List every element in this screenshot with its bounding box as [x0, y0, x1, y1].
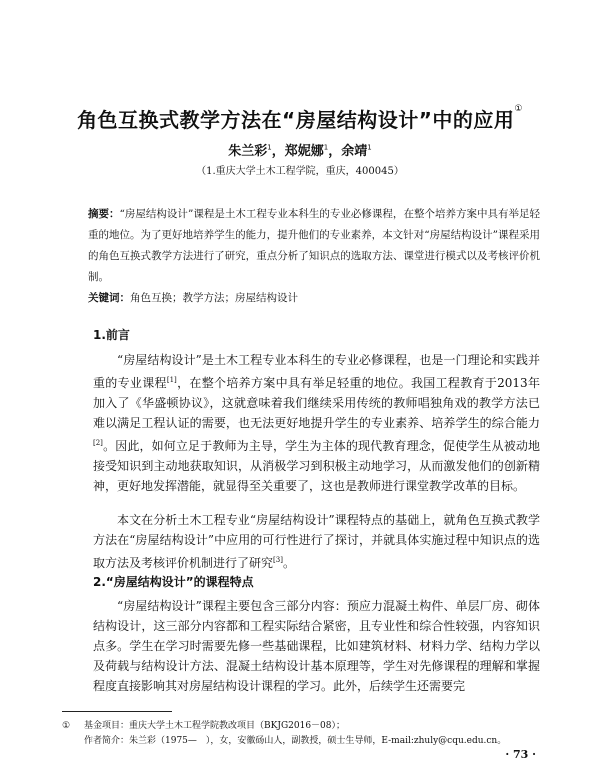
footnote-fund [62, 718, 540, 731]
affiliation: （1.重庆大学土木工程学院，重庆，400045） [196, 166, 404, 177]
abstract-text: “房屋结构设计”课程是土木工程专业本科生的专业必修课程，在整个培养方案中具有举足轻重的地位。为了更好地培养学生的能力，提升他们的专业素养，本文针对“房屋结构设计”课程采用的角色互换式教学方法进行了研究，重点分析了知识点的选取方法、课堂进行模式以及考核评价机制。 [88, 208, 541, 283]
body-paragraph: “房屋结构设计”课程主要包含三部分内容：预应力混凝土构件、单层厂房、砌体结构设计，这三部分内容都和工程实际结合紧密，且专业性和综合性较强，内容知识点多。学生在学习时需要先修一些基础课程，比如建筑材料、材料力学、结构力学以及荷载与结构设计方法、混凝土结构设计基本原理等，学生对先修课程的理解和掌握程度直接影响其对房屋结构设计课程的学习。此外，后续学生还需要完 [93, 599, 540, 693]
paragraph-text: 。因此，如何立足于教师为主导，学生为主体的现代教育理念，促使学生从被动地接受知识到主动地获取知识，从消极学习到积极主动地学习，从而激发他们的创新精神，更好地发挥潜能，就显得至关重要了，这也是教师进行课堂教学改革的目标。 [93, 439, 540, 493]
author-affil-mark: 1 [323, 143, 329, 152]
keywords-text: 角色互换；教学方法；房屋结构设计 [130, 292, 298, 304]
footnote-mark: ① [62, 721, 71, 731]
abstract [88, 204, 540, 288]
citation: [3] [273, 556, 283, 564]
section-heading: 2.“房屋结构设计”的课程特点 [93, 575, 254, 589]
author-name: 余靖 [341, 144, 368, 159]
author-list [0, 140, 600, 159]
citation: [1] [166, 376, 177, 384]
title-footnote-mark: ① [514, 104, 523, 114]
paragraph-text: 。 [282, 556, 295, 570]
author-affil-mark: 1 [367, 143, 372, 152]
title-text: 角色互换式教学方法在“房屋结构设计”中的应用 [77, 108, 515, 132]
author-separator: ， [328, 144, 342, 159]
section-heading: 1.前言 [93, 328, 130, 342]
author-name: 郑妮娜 [284, 144, 324, 159]
keywords-label: 关键词： [88, 292, 130, 304]
paragraph-text: ，在整个培养方案中具有举足轻重的地位。我国工程教育于2013年加入了《华盛顿协议》，这就意味着我们继续采用传统的教师唱独角戏的教学方法已难以满足工程认证的需要，也无法更好地提升学生的专业素养、培养学生的综合能力 [93, 376, 540, 430]
abstract-label: 摘要： [88, 208, 120, 220]
footnote-bio: 作者简介：朱兰彩（1975— ），女，安徽砀山人，副教授，硕士生导师，E-mail:zhuly@cqu.edu.cn。 [84, 736, 507, 746]
body-paragraph [93, 510, 540, 573]
author-separator: ， [271, 144, 285, 159]
body-paragraph [93, 350, 540, 496]
footnote-divider [62, 711, 172, 712]
page-number: · 73 · [505, 748, 536, 761]
keywords [88, 290, 540, 305]
paragraph-text: 本文在分析土木工程专业“房屋结构设计”课程特点的基础上，就角色互换式教学方法在“房屋结构设计”中应用的可行性进行了探讨，并就具体实施过程中知识点的选取方法及考核评价机制进行了研究 [93, 513, 540, 570]
citation: [2] [93, 439, 103, 447]
paragraph-text: “房屋结构设计”是土木工程专业本科生的专业必修课程，也是一门理论和实践并重的专业课程 [93, 353, 540, 390]
paper-title [60, 104, 540, 133]
author-affil-mark: 1 [267, 143, 272, 152]
footnote-text: 基金项目：重庆大学土木工程学院教改项目（BKJG2016－08）； [84, 721, 345, 731]
author-name: 朱兰彩 [228, 144, 268, 159]
